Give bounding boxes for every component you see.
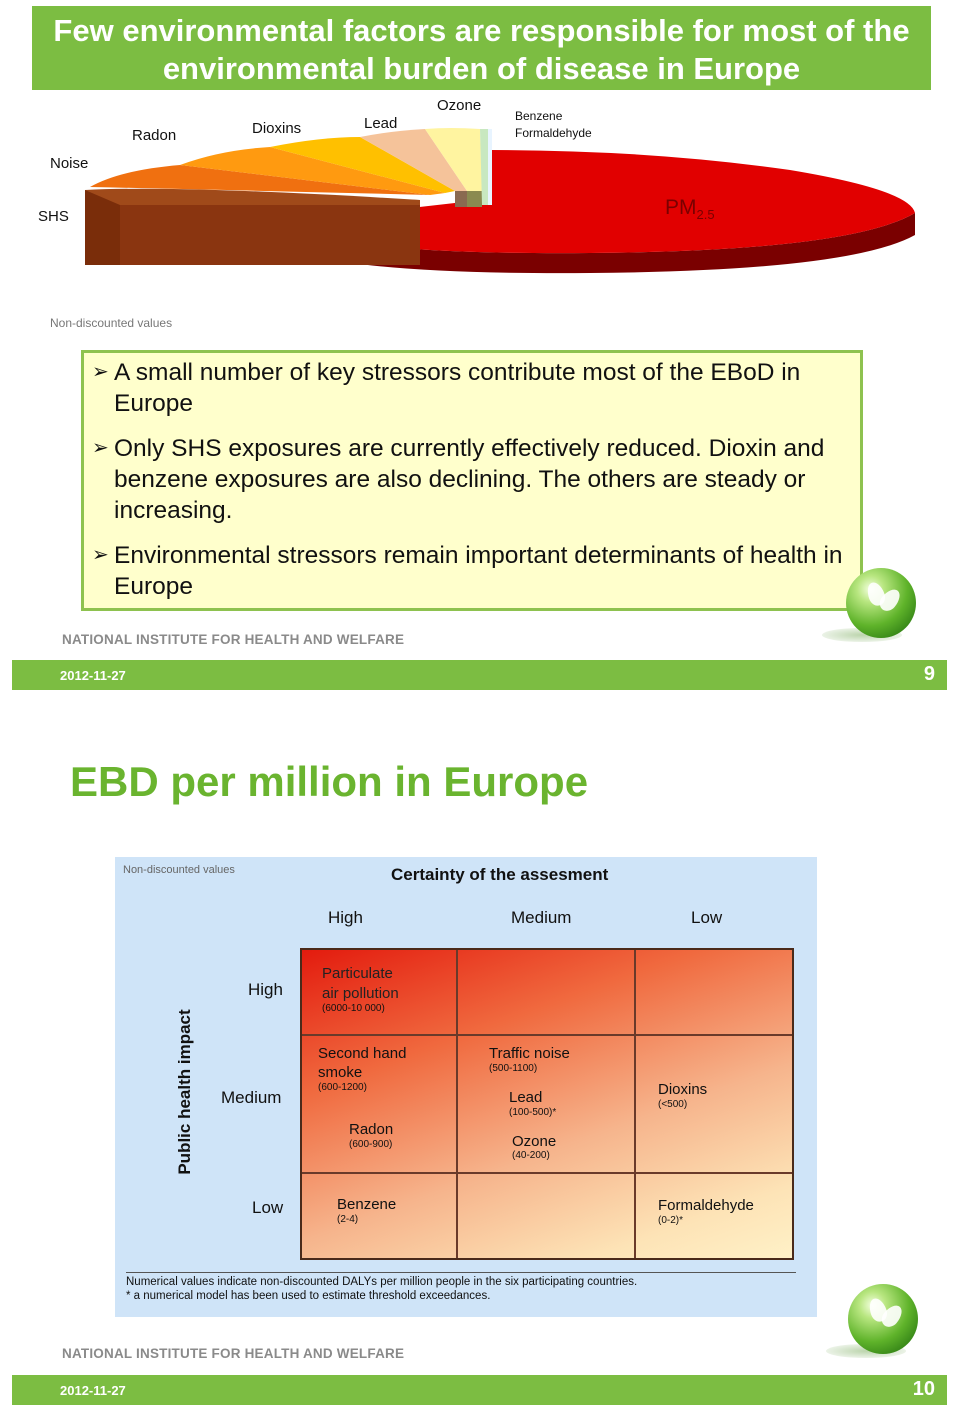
row-header-medium: Medium: [221, 1088, 282, 1107]
pie-label-ozone: Ozone: [437, 97, 482, 114]
globe-logo-icon: [848, 1284, 918, 1354]
bullet-item: [92, 357, 852, 419]
cell-ozone-value: (40-200): [512, 1150, 550, 1161]
pie-formaldehyde-top: [488, 129, 492, 205]
cell-lead: Lead: [509, 1089, 543, 1106]
cell-shs-line2: smoke: [318, 1064, 363, 1081]
pie-label-radon: Radon: [132, 127, 177, 144]
bullet-text: Environmental stressors remain important determinants of health in Europe: [114, 542, 843, 600]
cell-lead-value: (100-500)*: [509, 1107, 557, 1118]
grid-hline: [302, 1172, 792, 1174]
cell-benzene-value: (2-4): [337, 1214, 359, 1225]
non-discounted-note-1: Non-discounted values: [50, 316, 173, 330]
cell-shs-value: (600-1200): [318, 1082, 367, 1093]
grid-vline: [456, 950, 458, 1258]
pm-main: PM: [665, 196, 697, 219]
slide1-title-line2: environmental burden of disease in Europe: [162, 51, 801, 86]
footnote-model: * a numerical model has been used to estimate threshold exceedances.: [126, 1290, 491, 1302]
footer-bar-1: [12, 660, 947, 690]
pie-label-pm25: [665, 196, 715, 222]
cell-formaldehyde: Formaldehyde: [658, 1197, 754, 1214]
pie-ozone-side: [467, 191, 482, 207]
certainty-header: Certainty of the assesment: [391, 865, 609, 884]
row-header-high: High: [248, 980, 283, 999]
col-header-high: High: [328, 908, 363, 927]
globe-logo-icon: [846, 568, 916, 638]
arrow-bullet-icon: ➢: [92, 544, 109, 566]
cell-radon-value: (600-900): [349, 1139, 393, 1150]
slide1-title: [32, 6, 931, 90]
page-number-2: 10: [912, 1378, 935, 1400]
cell-particulate-line2: air pollution: [322, 985, 399, 1002]
grid-vline: [634, 950, 636, 1258]
slide1-title-line1: Few environmental factors are responsible for most of the: [53, 13, 910, 48]
cell-particulate-line1: Particulate: [322, 965, 393, 982]
footer-bar-2: [12, 1375, 947, 1405]
cell-shs-line1: Second hand: [318, 1045, 407, 1062]
cell-formaldehyde-value: (0-2)*: [658, 1215, 684, 1226]
col-header-medium: Medium: [511, 908, 572, 927]
pie-label-noise: Noise: [50, 155, 89, 172]
pie-label-dioxins: Dioxins: [252, 120, 302, 137]
grid-hline: [302, 1034, 792, 1036]
pie-label-shs: SHS: [38, 208, 69, 225]
impact-certainty-grid: [300, 948, 794, 1260]
cell-dioxins-value: (<500): [658, 1099, 688, 1110]
pie-shs-front: [120, 205, 420, 265]
row-axis-label: Public health impact: [175, 1009, 194, 1175]
footer-date-1: 2012-11-27: [60, 668, 126, 683]
footnote-dalys: Numerical values indicate non-discounted DALYs per million people in the six participating countries.: [126, 1276, 638, 1288]
bullet-text: Only SHS exposures are currently effectively reduced. Dioxin and benzene exposures are also declining. The others are steady or increasing.: [114, 435, 825, 524]
pm-sub: 2.5: [696, 207, 715, 223]
cell-traffic-value: (500-1100): [489, 1063, 538, 1074]
arrow-bullet-icon: ➢: [92, 361, 109, 383]
page-number-1: 9: [923, 663, 935, 685]
bullet-item: [92, 540, 852, 602]
cell-dioxins: Dioxins: [658, 1081, 708, 1098]
pie-label-lead: Lead: [364, 115, 398, 132]
ebd-pie-chart: [30, 95, 930, 315]
footer-date-2: 2012-11-27: [60, 1383, 126, 1398]
non-discounted-note-2: Non-discounted values: [123, 864, 235, 876]
cell-ozone: Ozone: [512, 1133, 557, 1150]
institute-name-2: NATIONAL INSTITUTE FOR HEALTH AND WELFARE: [62, 1346, 405, 1361]
col-header-low: Low: [691, 908, 723, 927]
pie-label-benzene: Benzene: [515, 109, 563, 123]
cell-traffic-noise: Traffic noise: [489, 1045, 570, 1062]
pie-label-formaldehyde: Formaldehyde: [515, 126, 592, 140]
bullet-item: [92, 433, 852, 526]
slide2-title: EBD per million in Europe: [70, 758, 589, 805]
cell-benzene: Benzene: [337, 1196, 397, 1213]
pie-lead-side: [455, 191, 467, 207]
arrow-bullet-icon: ➢: [92, 437, 109, 459]
cell-particulate-value: (6000-10 000): [322, 1003, 385, 1014]
cell-radon: Radon: [349, 1121, 394, 1138]
row-header-low: Low: [252, 1198, 284, 1217]
institute-name-1: NATIONAL INSTITUTE FOR HEALTH AND WELFARE: [62, 632, 405, 647]
bullet-text: A small number of key stressors contribute most of the EBoD in Europe: [114, 359, 801, 417]
key-points-box: [81, 350, 863, 611]
notes-divider: [126, 1272, 796, 1273]
